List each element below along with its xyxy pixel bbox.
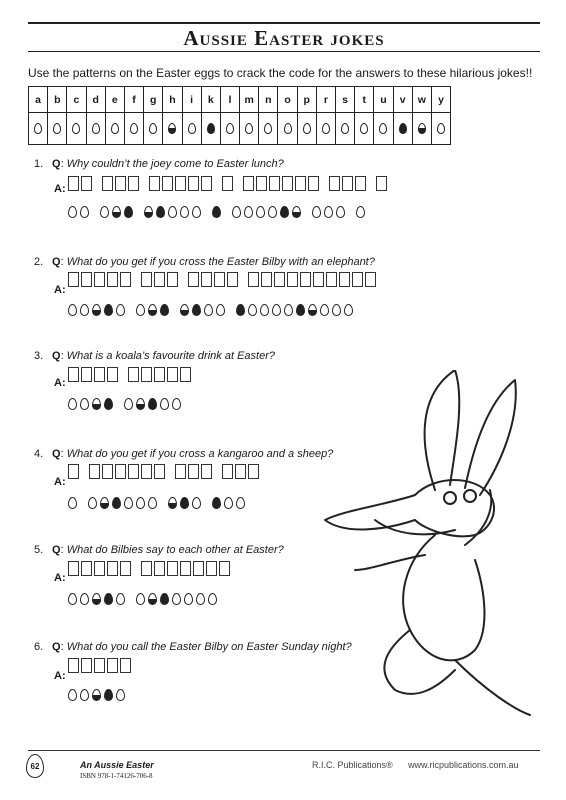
egg-icon [100, 497, 109, 509]
egg-icon [192, 206, 201, 218]
answer-label: A: [54, 572, 66, 584]
answer-box[interactable] [175, 176, 186, 191]
answer-box[interactable] [201, 464, 212, 479]
bilby-head [325, 480, 494, 536]
answer-box[interactable] [81, 561, 92, 576]
bilby-arm-left [355, 555, 425, 570]
egg-icon [104, 304, 113, 316]
code-eggs-row [29, 113, 451, 145]
egg-icon [112, 206, 121, 218]
answer-box[interactable] [102, 464, 113, 479]
egg-icon [226, 123, 234, 134]
answer-box[interactable] [326, 272, 337, 287]
answer-box[interactable] [269, 176, 280, 191]
egg-code-row-4 [68, 497, 248, 509]
answer-box[interactable] [282, 176, 293, 191]
page-title: Aussie Easter jokes [183, 26, 385, 50]
answer-box[interactable] [107, 561, 118, 576]
egg-icon [184, 593, 193, 605]
answer-box[interactable] [167, 561, 178, 576]
question-5: 5. Q: What do Bilbies say to each other at Easter? [34, 544, 284, 556]
answer-box[interactable] [154, 464, 165, 479]
answer-box[interactable] [89, 464, 100, 479]
egg-icon [68, 497, 77, 509]
egg-icon [292, 206, 301, 218]
code-egg-cell [67, 113, 86, 145]
code-table [28, 86, 451, 145]
egg-icon [136, 593, 145, 605]
page-number-badge: 62 [26, 754, 44, 778]
egg-icon [104, 398, 113, 410]
answer-box[interactable] [256, 176, 267, 191]
egg-icon [188, 123, 196, 134]
egg-icon [160, 593, 169, 605]
egg-icon [88, 497, 97, 509]
answer-box[interactable] [128, 176, 139, 191]
egg-icon [248, 304, 257, 316]
code-letter: u [374, 87, 393, 113]
bilby-illustration [315, 370, 535, 720]
answer-boxes-3[interactable] [68, 367, 193, 382]
code-egg-cell [220, 113, 239, 145]
egg-icon [208, 593, 217, 605]
answer-box[interactable] [94, 272, 105, 287]
question-4: 4. Q: What do you get if you cross a kangaroo and a sheep? [34, 448, 334, 460]
answer-box[interactable] [107, 272, 118, 287]
bilby-ear-right [465, 380, 516, 495]
code-egg-cell [124, 113, 143, 145]
answer-box[interactable] [68, 272, 79, 287]
answer-box[interactable] [149, 176, 160, 191]
code-egg-cell [316, 113, 335, 145]
question-label: Q [52, 158, 61, 170]
egg-icon [136, 304, 145, 316]
answer-box[interactable] [300, 272, 311, 287]
answer-box[interactable] [154, 367, 165, 382]
egg-icon [280, 206, 289, 218]
code-egg-cell [355, 113, 374, 145]
answer-box[interactable] [141, 272, 152, 287]
egg-icon [124, 497, 133, 509]
egg-icon [379, 123, 387, 134]
answer-box[interactable] [68, 176, 79, 191]
answer-box[interactable] [81, 367, 92, 382]
code-letter: t [355, 87, 374, 113]
egg-icon [68, 206, 77, 218]
egg-icon [336, 206, 345, 218]
egg-icon [92, 593, 101, 605]
answer-box[interactable] [352, 272, 363, 287]
egg-icon [111, 123, 119, 134]
code-letter: r [316, 87, 335, 113]
answer-box[interactable] [219, 561, 230, 576]
code-letter: v [393, 87, 412, 113]
code-letter: i [182, 87, 201, 113]
egg-icon [168, 206, 177, 218]
answer-box[interactable] [162, 176, 173, 191]
answer-box[interactable] [329, 176, 340, 191]
egg-icon [224, 497, 233, 509]
egg-icon [180, 206, 189, 218]
answer-box[interactable] [287, 272, 298, 287]
code-egg-cell [144, 113, 163, 145]
code-letter: p [297, 87, 316, 113]
answer-box[interactable] [141, 561, 152, 576]
egg-icon [80, 206, 89, 218]
egg-icon [124, 398, 133, 410]
code-letter: n [259, 87, 278, 113]
egg-icon [245, 123, 253, 134]
answer-box[interactable] [102, 176, 113, 191]
egg-icon [320, 304, 329, 316]
answer-box[interactable] [81, 658, 92, 673]
egg-icon [172, 398, 181, 410]
answer-boxes-2[interactable] [68, 272, 378, 287]
egg-icon [92, 304, 101, 316]
egg-icon [104, 593, 113, 605]
egg-icon [92, 123, 100, 134]
answer-box[interactable] [94, 367, 105, 382]
code-egg-cell [86, 113, 105, 145]
answer-box[interactable] [120, 658, 131, 673]
egg-icon [149, 123, 157, 134]
answer-box[interactable] [107, 367, 118, 382]
answer-box[interactable] [248, 464, 259, 479]
egg-icon [80, 304, 89, 316]
egg-icon [72, 123, 80, 134]
egg-icon [236, 304, 245, 316]
code-egg-cell [374, 113, 393, 145]
egg-icon [180, 304, 189, 316]
code-egg-cell [297, 113, 316, 145]
egg-icon [80, 398, 89, 410]
question-2: 2. Q: What do you get if you cross the Easter Bilby with an elephant? [34, 256, 375, 268]
egg-icon [136, 497, 145, 509]
egg-code-row-5 [68, 593, 220, 605]
answer-box[interactable] [68, 561, 79, 576]
answer-box[interactable] [154, 272, 165, 287]
answer-box[interactable] [261, 272, 272, 287]
egg-icon [124, 206, 133, 218]
code-egg-cell [278, 113, 297, 145]
egg-icon [112, 497, 121, 509]
answer-box[interactable] [175, 464, 186, 479]
question-number: 1. [34, 158, 44, 170]
code-egg-cell [182, 113, 201, 145]
answer-box[interactable] [201, 272, 212, 287]
answer-box[interactable] [120, 272, 131, 287]
code-letter: b [48, 87, 67, 113]
egg-icon [116, 689, 125, 701]
bilby-mouth [375, 520, 455, 534]
egg-code-row-2 [68, 304, 356, 316]
egg-icon [268, 206, 277, 218]
egg-icon [172, 593, 181, 605]
answer-box[interactable] [206, 561, 217, 576]
code-letter: w [412, 87, 431, 113]
egg-icon [148, 304, 157, 316]
answer-boxes-1[interactable] [68, 176, 389, 191]
answer-box[interactable] [180, 561, 191, 576]
answer-box[interactable] [342, 176, 353, 191]
egg-icon [204, 304, 213, 316]
bilby-eye-right [464, 490, 476, 502]
code-egg-cell [201, 113, 220, 145]
egg-icon [53, 123, 61, 134]
answer-box[interactable] [128, 464, 139, 479]
answer-box[interactable] [128, 367, 139, 382]
code-egg-cell [393, 113, 412, 145]
code-letters-row [29, 87, 451, 113]
egg-icon [116, 593, 125, 605]
egg-icon [68, 593, 77, 605]
answer-boxes-5[interactable] [68, 561, 232, 576]
egg-icon [216, 304, 225, 316]
answer-box[interactable] [248, 272, 259, 287]
egg-icon [92, 689, 101, 701]
bilby-tail [455, 660, 530, 715]
code-egg-cell [48, 113, 67, 145]
answer-box[interactable] [188, 272, 199, 287]
code-egg-cell [240, 113, 259, 145]
answer-box[interactable] [180, 367, 191, 382]
code-letter: c [67, 87, 86, 113]
answer-box[interactable] [227, 272, 238, 287]
egg-icon [92, 398, 101, 410]
code-egg-cell [105, 113, 124, 145]
egg-code-row-1 [68, 206, 368, 218]
footer-divider [28, 750, 540, 751]
answer-box[interactable] [214, 272, 225, 287]
egg-icon [332, 304, 341, 316]
answer-box[interactable] [68, 658, 79, 673]
footer-url[interactable]: www.ricpublications.com.au [408, 760, 519, 770]
answer-box[interactable] [141, 367, 152, 382]
egg-icon [148, 593, 157, 605]
answer-box[interactable] [141, 464, 152, 479]
footer-publisher: R.I.C. Publications® [312, 760, 393, 770]
egg-icon [356, 206, 365, 218]
answer-boxes-4[interactable] [68, 464, 261, 479]
answer-box[interactable] [68, 464, 79, 479]
code-letter: s [336, 87, 355, 113]
code-egg-cell [431, 113, 450, 145]
egg-icon [148, 398, 157, 410]
code-letter: o [278, 87, 297, 113]
code-letter: h [163, 87, 182, 113]
answer-label: A: [54, 284, 66, 296]
egg-icon [207, 123, 215, 134]
egg-icon [104, 689, 113, 701]
egg-icon [272, 304, 281, 316]
egg-icon [100, 206, 109, 218]
egg-icon [296, 304, 305, 316]
egg-icon [244, 206, 253, 218]
code-letter: l [220, 87, 239, 113]
code-letter: e [105, 87, 124, 113]
egg-icon [324, 206, 333, 218]
egg-icon [144, 206, 153, 218]
egg-icon [130, 123, 138, 134]
answer-box[interactable] [222, 464, 233, 479]
code-egg-cell [259, 113, 278, 145]
egg-icon [341, 123, 349, 134]
egg-icon [148, 497, 157, 509]
egg-icon [212, 497, 221, 509]
egg-icon [192, 304, 201, 316]
egg-icon [284, 304, 293, 316]
egg-icon [232, 206, 241, 218]
answer-box[interactable] [68, 367, 79, 382]
answer-box[interactable] [154, 561, 165, 576]
egg-icon [284, 123, 292, 134]
code-letter: y [431, 87, 450, 113]
answer-box[interactable] [115, 464, 126, 479]
code-letter: g [144, 87, 163, 113]
code-letter: f [124, 87, 143, 113]
egg-icon [168, 497, 177, 509]
answer-box[interactable] [81, 176, 92, 191]
answer-box[interactable] [188, 464, 199, 479]
egg-icon [303, 123, 311, 134]
egg-icon [68, 304, 77, 316]
answer-box[interactable] [376, 176, 387, 191]
answer-box[interactable] [115, 176, 126, 191]
bilby-body [403, 535, 484, 660]
egg-icon [68, 689, 77, 701]
answer-box[interactable] [313, 272, 324, 287]
egg-icon [308, 304, 317, 316]
answer-box[interactable] [188, 176, 199, 191]
egg-icon [34, 123, 42, 134]
instructions: Use the patterns on the Easter eggs to crack the code for the answers to these hilarious jokes!! [28, 66, 533, 80]
answer-label: A: [54, 670, 66, 682]
code-letter: a [29, 87, 48, 113]
code-letter: m [240, 87, 259, 113]
egg-icon [180, 497, 189, 509]
answer-box[interactable] [167, 272, 178, 287]
egg-code-row-3 [68, 398, 184, 410]
answer-label: A: [54, 183, 66, 195]
code-letter: d [86, 87, 105, 113]
answer-box[interactable] [107, 658, 118, 673]
egg-icon [196, 593, 205, 605]
egg-icon [192, 497, 201, 509]
egg-icon [236, 497, 245, 509]
question-1: 1. Q: Why couldn’t the joey come to Easter lunch? [34, 158, 284, 170]
answer-box[interactable] [222, 176, 233, 191]
question-3: 3. Q: What is a koala’s favourite drink at Easter? [34, 350, 275, 362]
answer-label: A: [54, 476, 66, 488]
question-text: Why couldn’t the joey come to Easter lunch? [66, 158, 284, 170]
answer-label: A: [54, 377, 66, 389]
answer-box[interactable] [81, 272, 92, 287]
code-egg-cell [336, 113, 355, 145]
egg-icon [264, 123, 272, 134]
egg-icon [168, 123, 176, 134]
egg-icon [437, 123, 445, 134]
answer-box[interactable] [94, 658, 105, 673]
egg-icon [160, 304, 169, 316]
bilby-eye-left [444, 492, 456, 504]
egg-icon [136, 398, 145, 410]
egg-icon [260, 304, 269, 316]
egg-icon [212, 206, 221, 218]
footer-book-title: An Aussie Easter [80, 760, 154, 770]
egg-icon [160, 398, 169, 410]
question-6: 6. Q: What do you call the Easter Bilby on Easter Sunday night? [34, 641, 352, 653]
egg-icon [312, 206, 321, 218]
answer-box[interactable] [167, 367, 178, 382]
code-egg-cell [29, 113, 48, 145]
egg-icon [399, 123, 407, 134]
page-title-bar [28, 22, 540, 52]
answer-box[interactable] [274, 272, 285, 287]
answer-box[interactable] [235, 464, 246, 479]
egg-icon [80, 593, 89, 605]
answer-box[interactable] [295, 176, 306, 191]
egg-icon [116, 304, 125, 316]
egg-icon [256, 206, 265, 218]
footer-isbn: ISBN 978-1-74126-706-8 [80, 772, 153, 780]
egg-icon [344, 304, 353, 316]
answer-box[interactable] [308, 176, 319, 191]
answer-box[interactable] [94, 561, 105, 576]
egg-icon [418, 123, 426, 134]
answer-box[interactable] [120, 561, 131, 576]
answer-box[interactable] [193, 561, 204, 576]
answer-boxes-6[interactable] [68, 658, 133, 673]
answer-box[interactable] [365, 272, 376, 287]
code-egg-cell [163, 113, 182, 145]
answer-box[interactable] [201, 176, 212, 191]
answer-box[interactable] [339, 272, 350, 287]
egg-icon [322, 123, 330, 134]
answer-box[interactable] [355, 176, 366, 191]
egg-icon [68, 398, 77, 410]
bilby-ear-left [425, 370, 460, 490]
egg-icon [360, 123, 368, 134]
egg-icon [80, 689, 89, 701]
egg-icon [156, 206, 165, 218]
bilby-leg [384, 630, 455, 694]
code-egg-cell [412, 113, 431, 145]
egg-code-row-6 [68, 689, 128, 701]
answer-box[interactable] [243, 176, 254, 191]
code-letter: k [201, 87, 220, 113]
